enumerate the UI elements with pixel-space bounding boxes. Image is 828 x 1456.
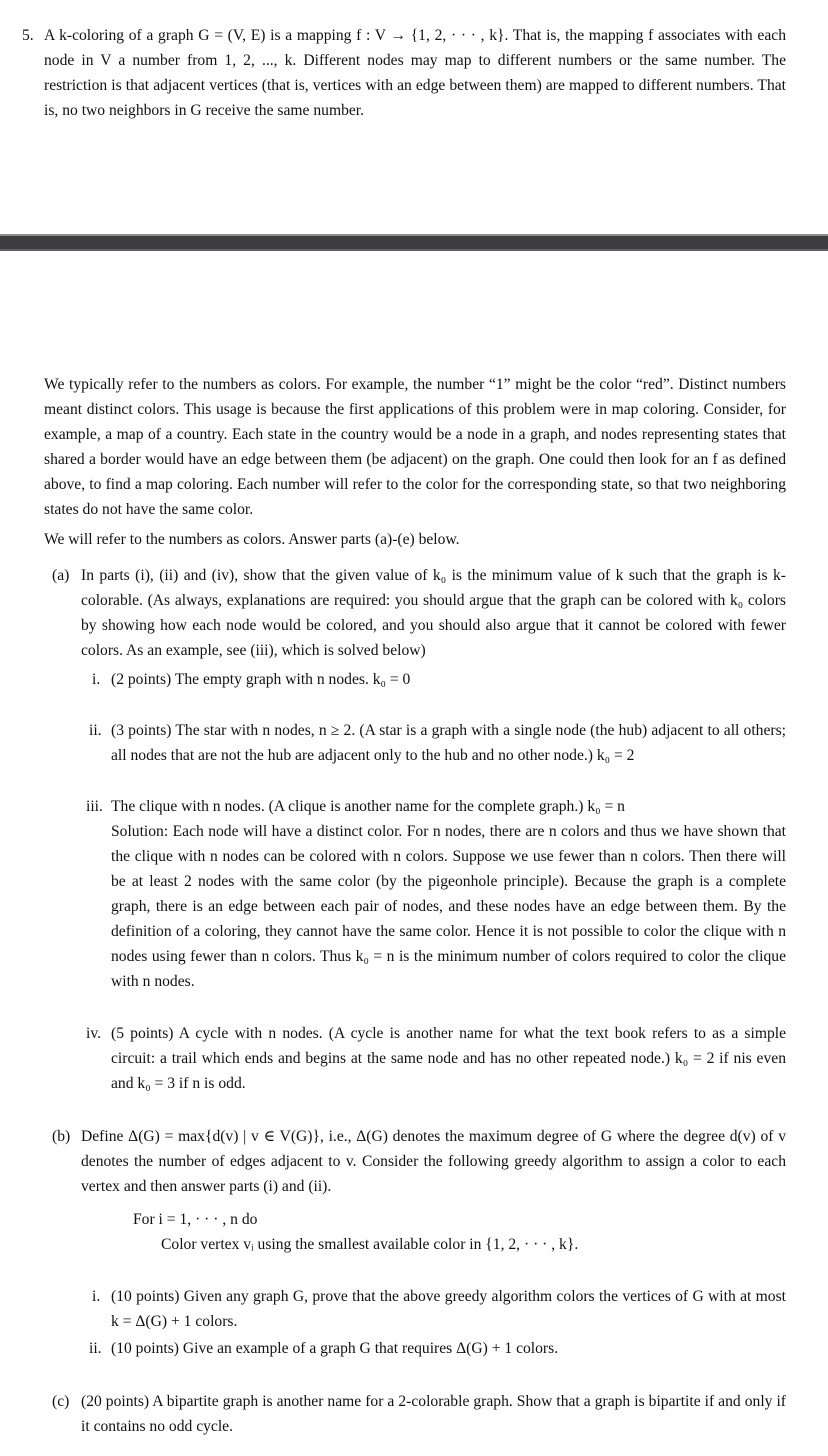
item-label: i. <box>92 1288 101 1305</box>
problem-intro-text: A k-coloring of a graph G = (V, E) is a mapping f : V → {1, 2, · · · , k}. That is, the mapping f associates with each node in V a number from 1, 2, ..., k. Different nodes may map to different numbers or the same number. The restriction is that adjacent vertices (that is, vertices with an edge between them) are mapped to different numbers. That is, no two neighbors in G receive the same number. <box>44 27 786 119</box>
problem-number: 5. <box>22 27 34 44</box>
item-text: (10 points) Given any graph G, prove that the above greedy algorithm colors the vertices of G with at most k = Δ(G) + 1 colors. <box>111 1288 786 1330</box>
part-a-text: In parts (i), (ii) and (iv), show that the given value of k₀ is the minimum value of k such that the graph is k-colorable. (As always, explanations are required: you should argue that the graph can be colored with k₀ colors by showing how each node would be colored, and you should also argue that it cannot be colored with fewer colors. As an example, see (iii), which is solved below) <box>81 567 786 659</box>
part-b-item-ii <box>89 1336 786 1361</box>
item-text: (2 points) The empty graph with n nodes. k₀ = 0 <box>111 671 411 688</box>
clique-solution: Solution: Each node will have a distinct color. For n nodes, there are n colors and thus we have shown that the clique with n nodes can be colored with n colors. Suppose we use fewer than n colors. Then there will be at least 2 nodes with the same color (by the pigeonhole principle). Because the graph is a complete graph, there is an edge between each pair of nodes, and these nodes have an edge between them. By the definition of a coloring, they cannot have the same color. Hence it is not possible to color the clique with n nodes using fewer than n colors. Thus k₀ = n is the minimum number of colors required to color the clique with n nodes. <box>111 823 786 990</box>
item-text: (10 points) Give an example of a graph G that requires Δ(G) + 1 colors. <box>111 1340 559 1357</box>
problem-intro <box>22 23 786 123</box>
algo-line-2: Color vertex vᵢ using the smallest available color in {1, 2, · · · , k}. <box>161 1236 579 1253</box>
item-label: iii. <box>86 798 103 815</box>
part-a-label: (a) <box>52 567 70 584</box>
item-text: (3 points) The star with n nodes, n ≥ 2. (A star is a graph with a single node (the hub) adjacent to all others; all nodes that are not the hub are adjacent only to the hub and no other node.) k₀ = 2 <box>111 722 786 764</box>
part-b <box>52 1124 786 1199</box>
parts-intro-paragraph: We will refer to the numbers as colors. Answer parts (a)-(e) below. <box>44 531 460 548</box>
page-divider <box>0 234 828 251</box>
item-text: The clique with n nodes. (A clique is another name for the complete graph.) k₀ = n <box>111 798 625 815</box>
part-a-item-i <box>92 667 786 692</box>
part-b-item-i <box>92 1284 786 1334</box>
colors-paragraph: We typically refer to the numbers as colors. For example, the number “1” might be the color “red”. Distinct numbers meant distinct colors. This usage is because the first applications of this problem were in map coloring. Consider, for example, a map of a country. Each state in the country would be a node in a graph, and nodes representing states that shared a border would have an edge between them (be adjacent) on the graph. One could then look for an f as defined above, to find a map coloring. Each number will refer to the color for the corresponding state, so that two neighboring states do not have the same color. <box>44 376 786 518</box>
part-a <box>52 563 786 663</box>
part-c-text: (20 points) A bipartite graph is another name for a 2-colorable graph. Show that a graph is bipartite if and only if it contains no odd cycle. <box>81 1393 786 1435</box>
part-b-label: (b) <box>52 1128 71 1145</box>
item-label: i. <box>92 671 101 688</box>
part-c <box>52 1389 786 1439</box>
item-text: (5 points) A cycle with n nodes. (A cycle is another name for what the text book refers to as a simple circuit: a trail which ends and begins at the same node and has no other repeated node.) k₀ = 2 if nis even and k₀ = 3 if n is odd. <box>111 1025 786 1092</box>
item-label: iv. <box>86 1025 102 1042</box>
part-c-label: (c) <box>52 1393 70 1410</box>
part-b-text: Define Δ(G) = max{d(v) | v ∈ V(G)}, i.e., Δ(G) denotes the maximum degree of G where the degree d(v) of v denotes the number of edges adjacent to v. Consider the following greedy algorithm to assign a color to each vertex and then answer parts (i) and (ii). <box>81 1128 786 1195</box>
part-a-item-iii <box>86 794 786 994</box>
item-label: ii. <box>89 722 102 739</box>
algo-line-1: For i = 1, · · · , n do <box>133 1211 258 1228</box>
part-a-item-ii <box>89 718 786 768</box>
part-a-item-iv <box>86 1021 786 1096</box>
item-label: ii. <box>89 1340 102 1357</box>
